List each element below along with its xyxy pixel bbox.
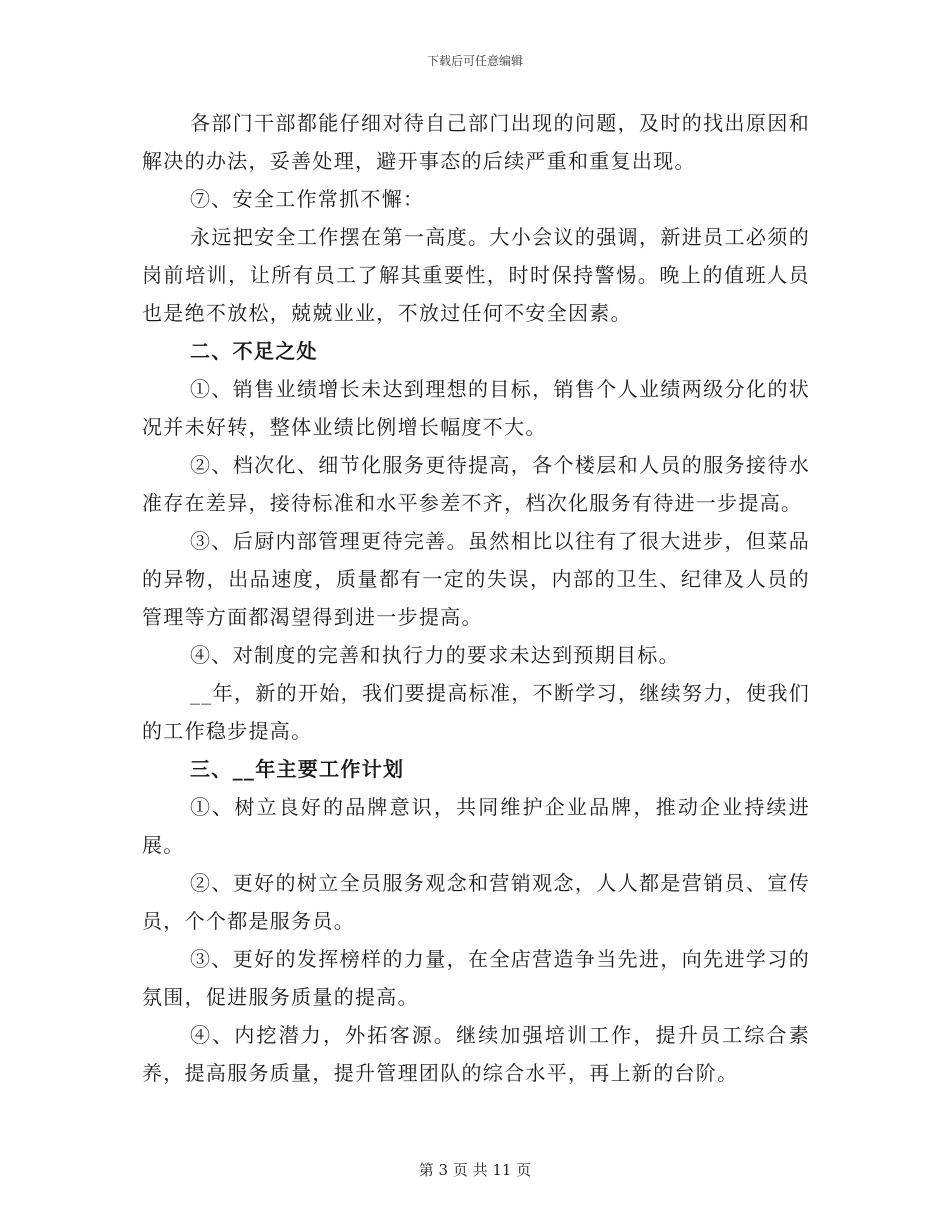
paragraph-shortcoming-3: ③、后厨内部管理更待完善。虽然相比以往有了很大进步，但菜品的异物，出品速度，质量都有一定的失误，内部的卫生、纪律及人员的管理等方面都渴望得到进一步提高。: [142, 529, 810, 629]
paragraph-safety-title: ⑦、安全工作常抓不懈：: [190, 187, 425, 211]
section-heading-work-plan: 三、__年主要工作计划: [190, 757, 405, 781]
paragraph-plan-1: ①、树立良好的品牌意识，共同维护企业品牌，推动企业持续进展。: [142, 795, 810, 857]
page-header: 下载后可任意编辑: [426, 54, 523, 68]
paragraph-plan-3: ③、更好的发挥榜样的力量，在全店营造争当先进，向先进学习的氛围，促进服务质量的提高。: [142, 947, 810, 1009]
paragraph-safety-detail: 永远把安全工作摆在第一高度。大小会议的强调，新进员工必须的岗前培训，让所有员工了解其重要性，时时保持警惕。晚上的值班人员也是绝不放松，兢兢业业，不放过任何不安全因素。: [142, 225, 810, 325]
paragraph-new-start: __年，新的开始，我们要提高标准，不断学习，继续努力，使我们的工作稳步提高。: [142, 681, 810, 743]
paragraph-shortcoming-2: ②、档次化、细节化服务更待提高，各个楼层和人员的服务接待水准存在差异，接待标准和水平参差不齐，档次化服务有待进一步提高。: [142, 453, 810, 515]
document-body: [142, 104, 810, 1092]
paragraph-shortcoming-4: ④、对制度的完善和执行力的要求未达到预期目标。: [190, 643, 680, 667]
paragraph-shortcoming-1: ①、销售业绩增长未达到理想的目标，销售个人业绩两级分化的状况并未好转，整体业绩比例增长幅度不大。: [142, 377, 810, 439]
paragraph-department-handling: 各部门干部都能仔细对待自己部门出现的问题，及时的找出原因和解决的办法，妥善处理，避开事态的后续严重和重复出现。: [142, 111, 810, 173]
paragraph-plan-4: ④、内挖潜力，外拓客源。继续加强培训工作，提升员工综合素养，提高服务质量，提升管理团队的综合水平，再上新的台阶。: [142, 1023, 810, 1085]
page-footer: 第 3 页 共 11 页: [418, 1161, 532, 1179]
paragraph-plan-2: ②、更好的树立全员服务观念和营销观念，人人都是营销员、宣传员，个个都是服务员。: [142, 871, 810, 933]
section-heading-shortcomings: 二、不足之处: [190, 339, 318, 363]
